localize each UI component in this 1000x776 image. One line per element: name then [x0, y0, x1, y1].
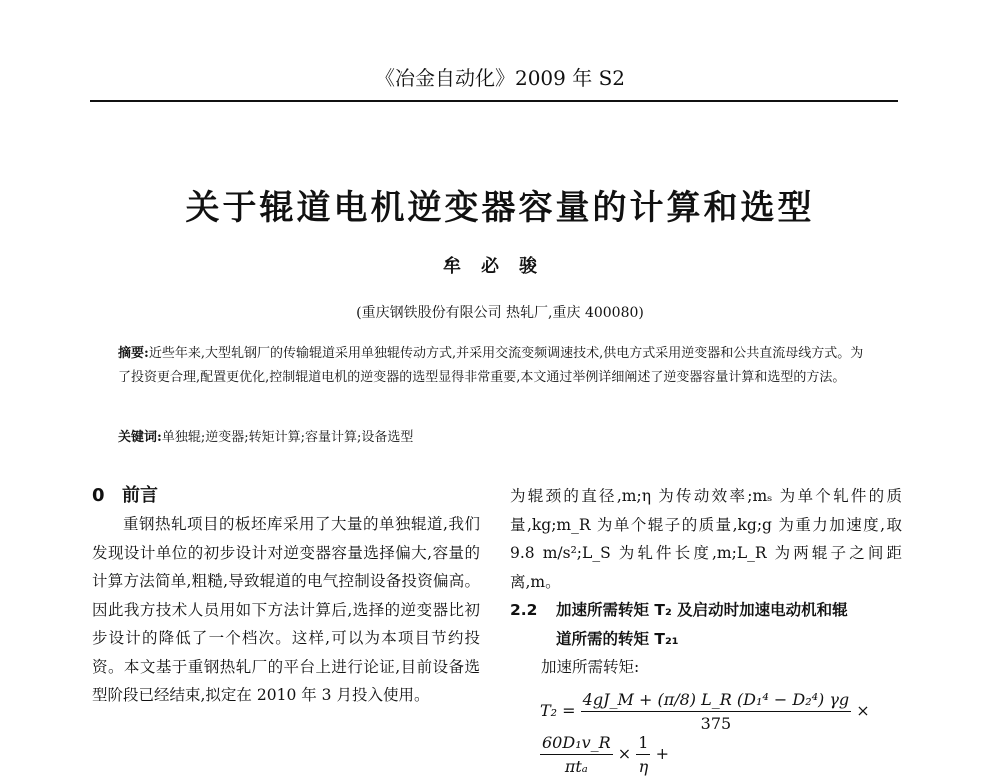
left-column: [92, 482, 480, 710]
section-heading: [92, 482, 480, 510]
header-rule: [90, 100, 898, 102]
article-title: 关于辊道电机逆变器容量的计算和选型: [185, 188, 815, 228]
subsection-number: 2.2: [510, 601, 538, 619]
lead-text: 加速所需转矩:: [541, 658, 640, 676]
formula-fraction-efficiency: [636, 733, 650, 776]
formula-fraction-main: [581, 690, 851, 733]
affiliation: (重庆钢铁股份有限公司 热轧厂,重庆 400080): [356, 305, 644, 321]
author-name: 牟必骏: [443, 256, 557, 277]
abstract-label: 摘要:: [118, 346, 149, 361]
continued-paragraph: 为辊颈的直径,m;η 为传动效率;mₛ 为单个轧件的质量,kg;m_R 为单个辊子的质量,kg;g 为重力加速度,取 9.8 m/s²;L_S 为轧件长度,m;L_R 为两辊子之间距离,m。: [510, 487, 902, 591]
journal-header: 《冶金自动化》2009 年 S2: [374, 66, 626, 90]
abstract-text: 近些年来,大型轧钢厂的传输辊道采用单独辊传动方式,并采用交流变频调速技术,供电方式采用逆变器和公共直流母线方式。为了投资更合理,配置更优化,控制辊道电机的逆变器的选型显得非常重要,本文通过举例详细阐述了逆变器容量计算和选型的方法。: [118, 346, 864, 385]
section-paragraph: 重钢热轧项目的板坯库采用了大量的单独辊道,我们发现设计单位的初步设计对逆变器容量选择偏大,容量的计算方法简单,粗糙,导致辊道的电气控制设备投资偏高。因此我方技术人员用如下方法计算后,选择的逆变器比初步设计的降低了一个档次。这样,可以为本项目节约投资。本文基于重钢热轧厂的平台上进行论证,目前设备选型阶段已经结束,拟定在 2010 年 3 月投入使用。: [92, 515, 480, 704]
formula-plus: +: [655, 744, 669, 763]
formula-frac3-numerator: 1: [636, 733, 650, 755]
formula-fraction-speed: [540, 733, 613, 776]
section-title: 前言: [122, 485, 158, 506]
keywords-text: 单独辊;逆变器;转矩计算;容量计算;设备选型: [161, 430, 414, 445]
subsection-title-line2: 道所需的转矩 T₂₁: [556, 629, 679, 648]
torque-formula: [540, 690, 900, 776]
abstract: [118, 342, 876, 390]
subsection-heading: [510, 596, 902, 653]
section-number: 0: [92, 485, 105, 506]
subsection-title-line1: 加速所需转矩 T₂ 及启动时加速电动机和辊: [556, 601, 848, 619]
keywords: [118, 426, 876, 445]
formula-times-2: ×: [617, 744, 632, 763]
formula-lhs: T₂ =: [540, 701, 576, 720]
formula-frac3-denominator: η: [638, 757, 649, 776]
formula-numerator: 4gJ_M + (π/8) L_R (D₁⁴ − D₂⁴) γg: [581, 690, 851, 712]
formula-times-1: ×: [856, 701, 870, 720]
formula-frac2-numerator: 60D₁v_R: [540, 733, 613, 755]
formula-frac2-denominator: πtₐ: [564, 757, 588, 776]
formula-denominator: 375: [700, 714, 732, 733]
keywords-label: 关键词:: [118, 430, 162, 445]
right-column: [510, 482, 902, 682]
